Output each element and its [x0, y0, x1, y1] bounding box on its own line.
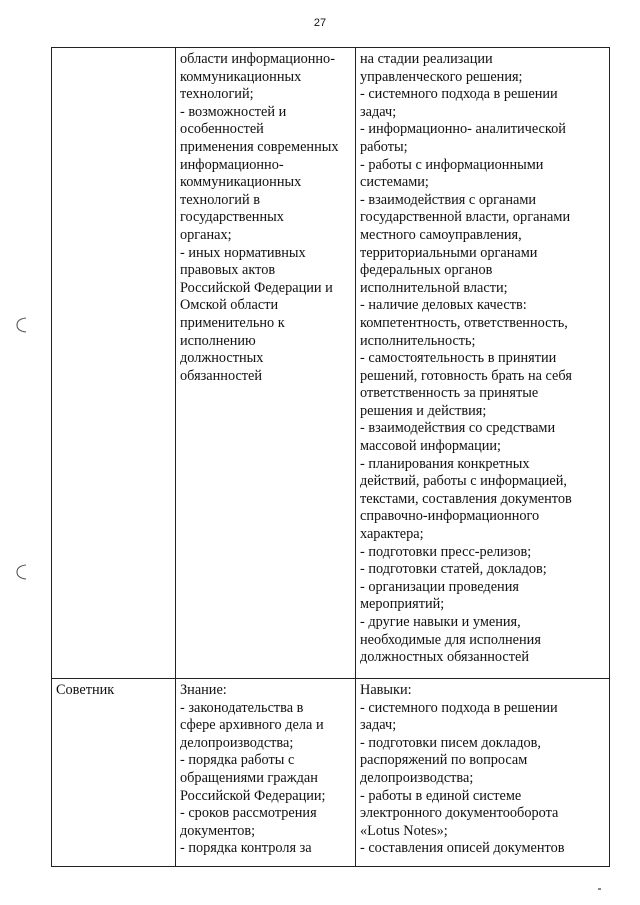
text-line: - составления описей документов: [360, 840, 565, 857]
text-line: применительно к: [180, 314, 285, 331]
position-cell: Советник: [52, 679, 176, 867]
text-line: - системного подхода в решении: [360, 86, 558, 103]
text-line: - сроков рассмотрения: [180, 805, 317, 822]
text-line: делопроизводства;: [360, 769, 474, 786]
text-line: - иных нормативных: [180, 244, 306, 261]
text-line: органах;: [180, 226, 232, 243]
text-line: - порядка контроля за: [180, 840, 312, 857]
punch-hole-icon: [15, 563, 29, 581]
text-line: - организации проведения: [360, 578, 519, 595]
text-line: на стадии реализации: [360, 51, 493, 67]
text-line: исполнению: [180, 332, 256, 349]
text-line: решений, готовность брать на себя: [360, 367, 572, 384]
text-line: должностных обязанностей: [360, 649, 530, 666]
text-line: особенностей: [180, 121, 264, 138]
text-line: необходимые для исполнения: [360, 631, 541, 648]
text-line: - другие навыки и умения,: [360, 614, 521, 630]
text-line: - работы в единой системе: [360, 787, 522, 804]
text-line: - возможностей и: [180, 103, 287, 120]
text-line: коммуникационных: [180, 68, 302, 85]
text-line: делопроизводства;: [180, 734, 294, 751]
text-line: информационно-: [180, 156, 284, 173]
text-line: - самостоятельность в принятии: [360, 350, 557, 367]
text-line: государственных: [180, 209, 284, 226]
text-line: - информационно- аналитической: [360, 121, 566, 138]
text-line: исполнительной власти;: [360, 279, 508, 296]
text-line: задач;: [360, 103, 397, 120]
text-line: технологий;: [180, 86, 254, 103]
knowledge-cell: [176, 679, 356, 867]
text-line: характера;: [360, 526, 424, 543]
text-line: ответственность за принятые: [360, 385, 539, 402]
text-line: - взаимодействия со средствами: [360, 420, 556, 437]
text-line: области информационно-: [180, 51, 335, 67]
qualification-table: [51, 47, 610, 867]
text-line: - подготовки писем докладов,: [360, 734, 541, 751]
text-line: - подготовки статей, докладов;: [360, 561, 547, 578]
text-line: территориальными органами: [360, 244, 538, 261]
text-line: сфере архивного дела и: [180, 717, 324, 734]
text-line: задач;: [360, 717, 397, 734]
text-line: местного самоуправления,: [360, 226, 522, 243]
text-line: Навыки:: [360, 682, 412, 698]
text-line: - работы с информационными: [360, 156, 544, 173]
punch-hole-icon: [15, 316, 29, 334]
text-line: применения современных: [180, 138, 339, 155]
text-line: компетентность, ответственность,: [360, 314, 568, 331]
text-line: работы;: [360, 138, 408, 155]
text-line: мероприятий;: [360, 596, 445, 613]
skills-cell: [356, 48, 610, 679]
scan-speck: [598, 888, 601, 890]
text-line: обязанностей: [180, 367, 263, 384]
text-line: Омской области: [180, 297, 279, 314]
text-line: действий, работы с информацией,: [360, 473, 567, 490]
text-line: документов;: [180, 822, 256, 839]
text-line: распоряжений по вопросам: [360, 752, 528, 769]
position-cell: [52, 48, 176, 679]
text-line: должностных: [180, 350, 264, 367]
text-line: государственной власти, органами: [360, 209, 571, 226]
text-line: системами;: [360, 174, 429, 191]
knowledge-cell: [176, 48, 356, 679]
text-line: Российской Федерации и: [180, 279, 333, 296]
text-line: - взаимодействия с органами: [360, 191, 537, 208]
skills-cell: [356, 679, 610, 867]
text-line: текстами, составления документов: [360, 490, 572, 507]
text-line: - планирования конкретных: [360, 455, 530, 472]
text-line: - системного подхода в решении: [360, 699, 558, 716]
page-number: 27: [313, 17, 327, 29]
table-row: [52, 48, 610, 679]
text-line: правовых актов: [180, 262, 276, 279]
text-line: решения и действия;: [360, 402, 487, 419]
text-line: федеральных органов: [360, 262, 493, 279]
text-line: технологий в: [180, 191, 260, 208]
text-line: - порядка работы с: [180, 752, 295, 769]
text-line: - законодательства в: [180, 699, 304, 716]
text-line: Российской Федерации;: [180, 787, 326, 804]
text-line: справочно-информационного: [360, 508, 540, 525]
text-line: исполнительность;: [360, 332, 476, 349]
text-line: «Lotus Notes»;: [360, 822, 448, 839]
text-line: массовой информации;: [360, 438, 502, 455]
table-row: [52, 679, 610, 867]
text-line: обращениями граждан: [180, 769, 318, 786]
text-line: коммуникационных: [180, 174, 302, 191]
text-line: управленческого решения;: [360, 68, 523, 85]
text-line: - наличие деловых качеств:: [360, 297, 527, 314]
text-line: - подготовки пресс-релизов;: [360, 543, 532, 560]
text-line: электронного документооборота: [360, 805, 559, 822]
text-line: Знание:: [180, 682, 227, 698]
